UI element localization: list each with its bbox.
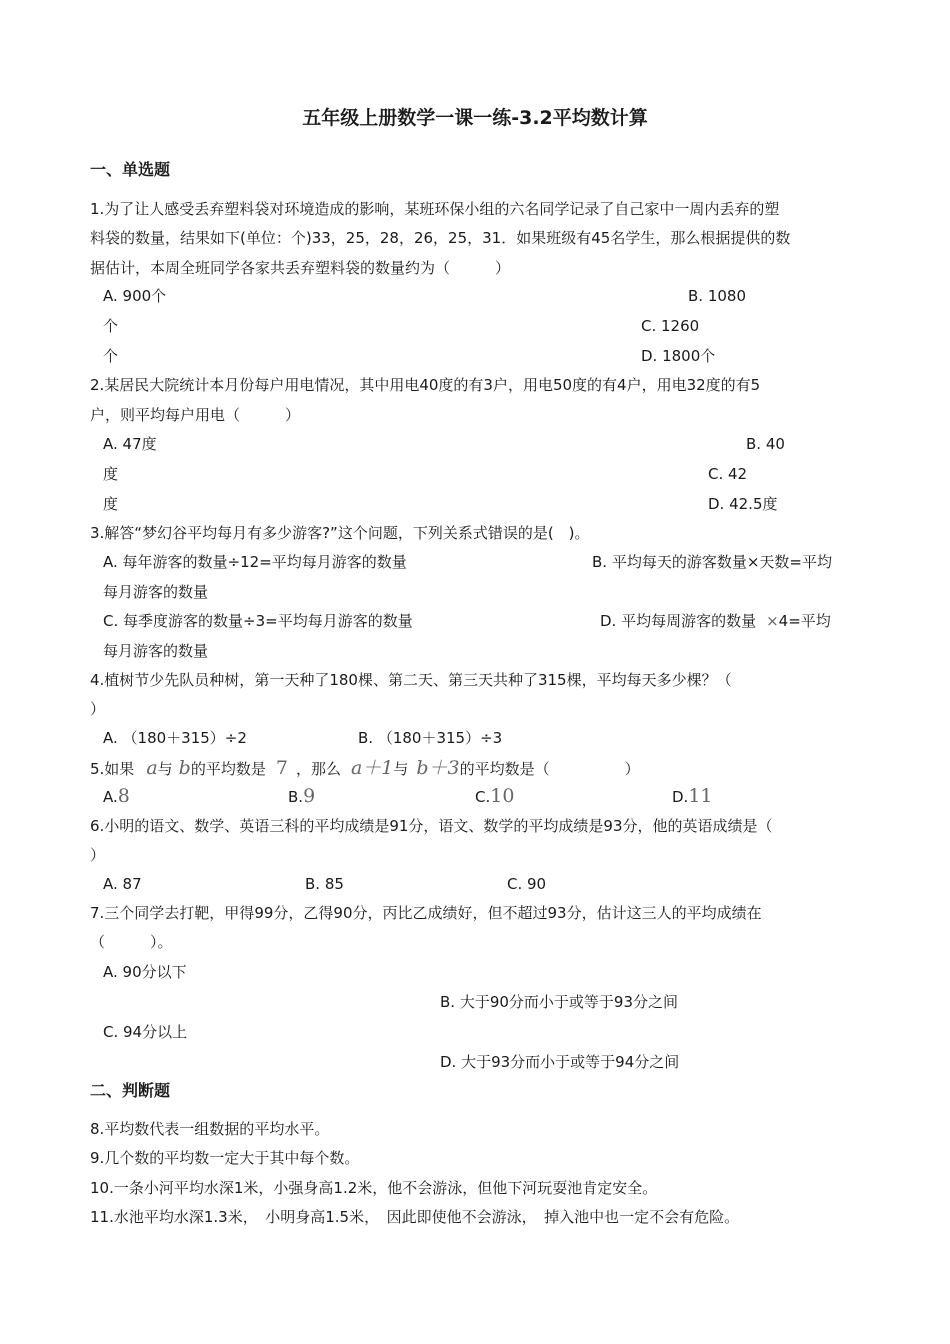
q5-option-d-label: D. (672, 788, 689, 806)
q5-option-b-label: B. (288, 788, 304, 806)
q7-option-b[interactable]: B. 大于90分而小于或等于93分之间 (440, 993, 679, 1011)
q1-option-d[interactable]: D. 1800个 (641, 347, 716, 365)
q7-stem-line1: 7.三个同学去打靶，甲得99分，乙得90分，丙比乙成绩好，但不超过93分，估计这三人的平均成绩在 (90, 904, 762, 922)
math-expr-a-plus-1: a＋1 (350, 757, 394, 779)
q5-stem-mid: 的平均数是 (190, 760, 266, 778)
q1-stem-line3: 据估计，本周全班同学各家共丢弃塑料袋的数量约为（ ） (90, 259, 511, 277)
q1-option-a[interactable]: A. 900个 (103, 287, 167, 305)
q3-option-c[interactable]: C. 每季度游客的数量÷3=平均每月游客的数量 (103, 612, 413, 630)
judgement-item-8: 8.平均数代表一组数据的平均水平。 (90, 1120, 330, 1138)
q7-option-a[interactable]: A. 90分以下 (103, 963, 187, 981)
q5-option-d-value: 11 (688, 785, 713, 807)
q3-option-d-continued: 每月游客的数量 (103, 642, 209, 660)
math-seven: 7 (275, 757, 288, 779)
q5-option-c-label: C. (475, 788, 491, 806)
q5-stem-then: ，那么 (295, 760, 341, 778)
q6-option-a[interactable]: A. 87 (103, 875, 142, 893)
q4-option-a[interactable]: A. （180＋315）÷2 (103, 729, 247, 747)
q5-stem (90, 757, 640, 780)
q5-option-a-label: A. (103, 788, 118, 806)
q2-stem-line1: 2.某居民大院统计本月份每户用电情况，其中用电40度的有3户，用电50度的有4户，用电32度的有5 (90, 376, 761, 394)
q4-stem-line2: ） (90, 700, 106, 718)
q5-option-c-value: 10 (490, 785, 515, 807)
q7-option-d[interactable]: D. 大于93分而小于或等于94分之间 (440, 1053, 680, 1071)
q7-stem-line2: （ ）。 (90, 933, 173, 951)
judgement-item-10: 10.一条小河平均水深1米，小强身高1.2米，他不会游泳，但他下河玩耍池肯定安全。 (90, 1179, 658, 1197)
q2-option-d[interactable]: D. 42.5度 (708, 495, 778, 513)
math-var-b: b (178, 757, 191, 779)
q1-stem-line2: 料袋的数量，结果如下(单位：个)33，25，28，26，25，31．如果班级有45名学生，那么根据提供的数 (90, 229, 791, 247)
q3-option-b[interactable]: B. 平均每天的游客数量×天数=平均 (592, 553, 832, 571)
q5-stem-post: 的平均数是（ ） (459, 760, 640, 778)
q4-option-b[interactable]: B. （180＋315）÷3 (358, 729, 503, 747)
times-symbol: × (766, 612, 779, 630)
q4-stem-line1: 4.植树节少先队员种树，第一天种了180棵、第二天、第三天共种了315棵，平均每天多少棵？（ (90, 671, 732, 689)
q7-option-c[interactable]: C. 94分以上 (103, 1023, 188, 1041)
q2-option-a[interactable]: A. 47度 (103, 435, 157, 453)
q5-and-2: 与 (393, 760, 409, 778)
q2-stem-line2: 户，则平均每户用电（ ） (90, 406, 301, 424)
q5-option-b[interactable] (288, 785, 315, 808)
q5-option-c[interactable] (475, 785, 514, 808)
q1-stem-line1: 1.为了让人感受丢弃塑料袋对环境造成的影响，某班环保小组的六名同学记录了自己家中一周内丢弃的塑 (90, 200, 780, 218)
q3-option-d-pre: D. 平均每周游客的数量 (600, 612, 757, 630)
q6-option-c[interactable]: C. 90 (507, 875, 547, 893)
section-heading-single-choice: 一、单选题 (90, 160, 171, 179)
q5-option-d[interactable] (672, 785, 713, 808)
math-var-a: a (146, 757, 158, 779)
page-title: 五年级上册数学一课一练-3.2平均数计算 (302, 107, 648, 129)
q1-option-c[interactable]: C. 1260 (641, 317, 700, 335)
judgement-item-11: 11.水池平均水深1.3米， 小明身高1.5米， 因此即使他不会游泳， 掉入池中也一定不会有危险。 (90, 1208, 740, 1226)
q1-option-c-unit: 个 (103, 347, 119, 365)
q6-stem-line2: ） (90, 846, 106, 864)
q1-option-b[interactable]: B. 1080 (688, 287, 747, 305)
q1-option-b-unit: 个 (103, 317, 119, 335)
q6-stem-line1: 6.小明的语文、数学、英语三科的平均成绩是91分，语文、数学的平均成绩是93分，他的英语成绩是（ (90, 817, 773, 835)
q5-and-1: 与 (157, 760, 173, 778)
judgement-item-9: 9.几个数的平均数一定大于其中每个数。 (90, 1149, 360, 1167)
q3-option-d-post: 4=平均 (778, 612, 831, 630)
section-heading-judgement: 二、判断题 (90, 1081, 171, 1100)
q6-option-b[interactable]: B. 85 (305, 875, 344, 893)
q5-stem-pre: 5.如果 (90, 760, 135, 778)
q3-stem-line1: 3.解答“梦幻谷平均每月有多少游客?”这个问题，下列关系式错误的是( )。 (90, 524, 590, 542)
q2-option-c[interactable]: C. 42 (708, 465, 748, 483)
q2-option-b-unit: 度 (103, 465, 119, 483)
q5-option-a[interactable] (103, 785, 130, 808)
q3-option-d[interactable] (600, 611, 831, 631)
q3-option-a[interactable]: A. 每年游客的数量÷12=平均每月游客的数量 (103, 553, 407, 571)
q3-option-b-continued: 每月游客的数量 (103, 583, 209, 601)
q5-option-a-value: 8 (117, 785, 130, 807)
q2-option-c-unit: 度 (103, 495, 119, 513)
q2-option-b[interactable]: B. 40 (746, 435, 785, 453)
math-expr-b-plus-3: b＋3 (416, 757, 460, 779)
q5-option-b-value: 9 (303, 785, 316, 807)
